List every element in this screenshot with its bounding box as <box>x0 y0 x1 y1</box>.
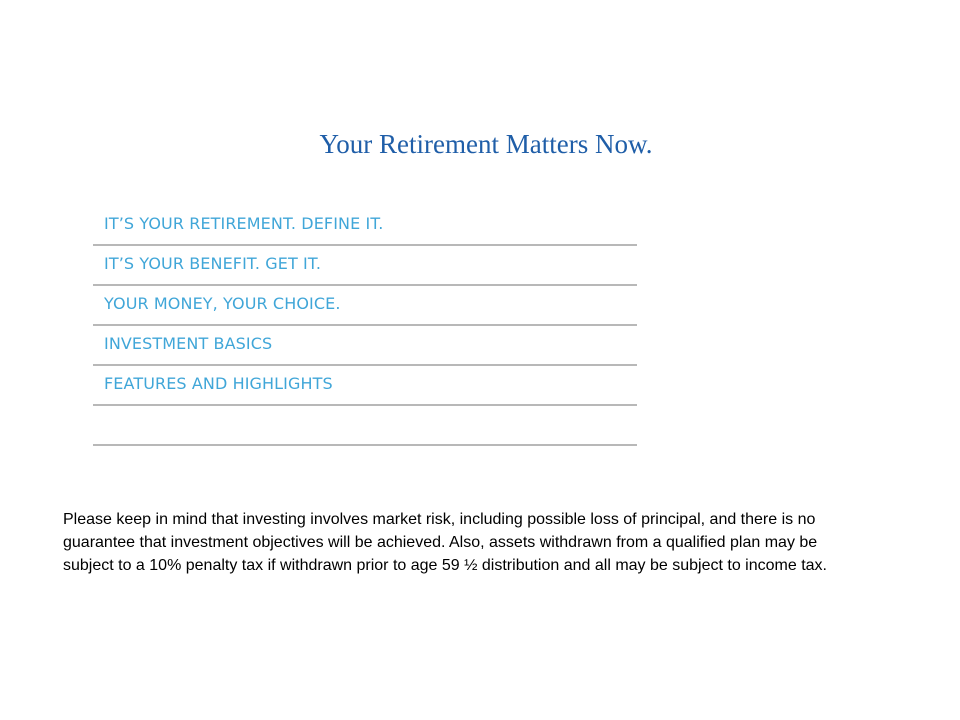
nav-item-label: FEATURES AND HIGHLIGHTS <box>104 374 333 393</box>
nav-item-investment-basics[interactable] <box>93 326 637 366</box>
nav-item-get-benefit[interactable] <box>93 246 637 286</box>
nav-item-features-highlights[interactable] <box>93 366 637 406</box>
section-nav-list <box>93 206 637 446</box>
nav-item-define-retirement[interactable] <box>93 206 637 246</box>
nav-item-label: INVESTMENT BASICS <box>104 334 273 353</box>
nav-item-label: YOUR MONEY, YOUR CHOICE. <box>104 294 341 313</box>
disclaimer-text: Please keep in mind that investing involves market risk, including possible loss of principal, and there is no guarantee that investment objectives will be achieved. Also, assets withdrawn from a qualified plan may be subject to a 10% penalty tax if withdrawn prior to age 59 ½ distribution and all may be subject to income tax. <box>63 511 827 574</box>
nav-item-empty <box>93 406 637 446</box>
nav-item-label: IT’S YOUR BENEFIT. GET IT. <box>104 254 322 273</box>
nav-item-label: IT’S YOUR RETIREMENT. DEFINE IT. <box>104 214 384 233</box>
nav-item-your-money-your-choice[interactable] <box>93 286 637 326</box>
page-title: Your Retirement Matters Now. <box>319 129 653 159</box>
